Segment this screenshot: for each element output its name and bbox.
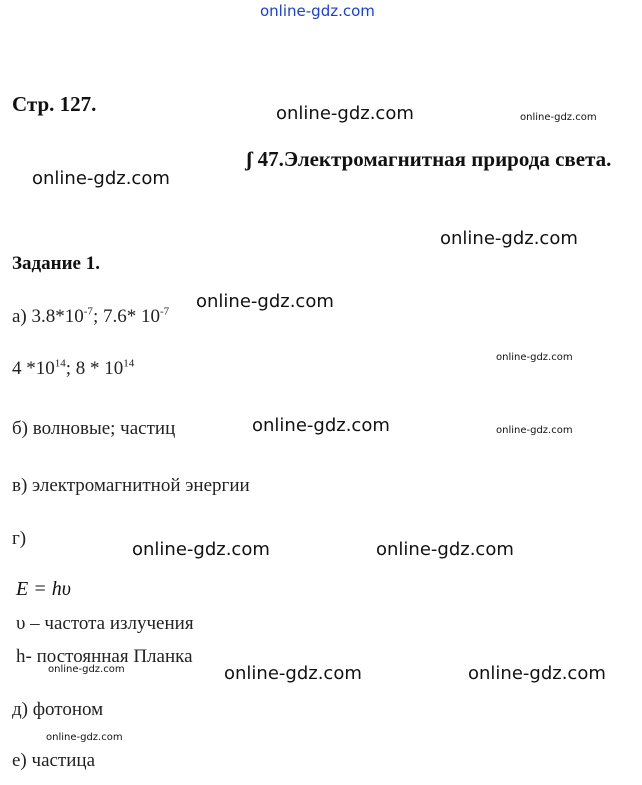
watermark: online-gdz.com bbox=[196, 291, 334, 312]
answer-a-line2-exp2: 14 bbox=[123, 357, 135, 370]
watermark: online-gdz.com bbox=[276, 103, 414, 124]
watermark-small: online-gdz.com bbox=[46, 732, 123, 743]
watermark-small: online-gdz.com bbox=[496, 425, 573, 436]
answer-a-line1-exp1: -7 bbox=[83, 305, 93, 318]
answer-a-line1 bbox=[12, 306, 169, 328]
watermark: online-gdz.com bbox=[224, 663, 362, 684]
upsilon-definition: υ – частота излучения bbox=[16, 613, 194, 634]
watermark-small: online-gdz.com bbox=[48, 664, 125, 675]
watermark-top: online-gdz.com bbox=[260, 2, 375, 20]
watermark: online-gdz.com bbox=[132, 539, 270, 560]
answer-g: г) bbox=[12, 528, 27, 549]
task-title: Задание 1. bbox=[12, 253, 100, 274]
watermark-small: online-gdz.com bbox=[520, 112, 597, 123]
answer-a-line2 bbox=[12, 358, 134, 380]
answer-v: в) электромагнитной энергии bbox=[12, 475, 250, 496]
answer-a-line2-mid: ; 8 * 10 bbox=[65, 358, 124, 379]
answer-a-line1-prefix: а) 3.8*10 bbox=[12, 306, 84, 327]
section-title: ʃ 47.Электромагнитная природа света. bbox=[246, 147, 612, 171]
answer-a-line2-prefix: 4 *10 bbox=[12, 358, 55, 379]
answer-a-line1-exp2: -7 bbox=[159, 305, 170, 318]
watermark: online-gdz.com bbox=[440, 228, 578, 249]
answer-d: д) фотоном bbox=[12, 699, 104, 720]
answer-e: е) частица bbox=[12, 750, 96, 771]
h-definition: h- постоянная Планка bbox=[16, 646, 193, 667]
watermark: online-gdz.com bbox=[376, 539, 514, 560]
watermark: online-gdz.com bbox=[32, 168, 170, 189]
watermark: online-gdz.com bbox=[252, 415, 390, 436]
answer-b: б) волновые; частиц bbox=[12, 418, 176, 439]
formula-energy: E = hυ bbox=[16, 578, 71, 600]
watermark: online-gdz.com bbox=[468, 663, 606, 684]
page-label: Стр. 127. bbox=[12, 92, 97, 116]
answer-a-line1-mid: ; 7.6* 10 bbox=[92, 306, 160, 327]
answer-a-line2-exp1: 14 bbox=[54, 357, 66, 370]
watermark-small: online-gdz.com bbox=[496, 352, 573, 363]
